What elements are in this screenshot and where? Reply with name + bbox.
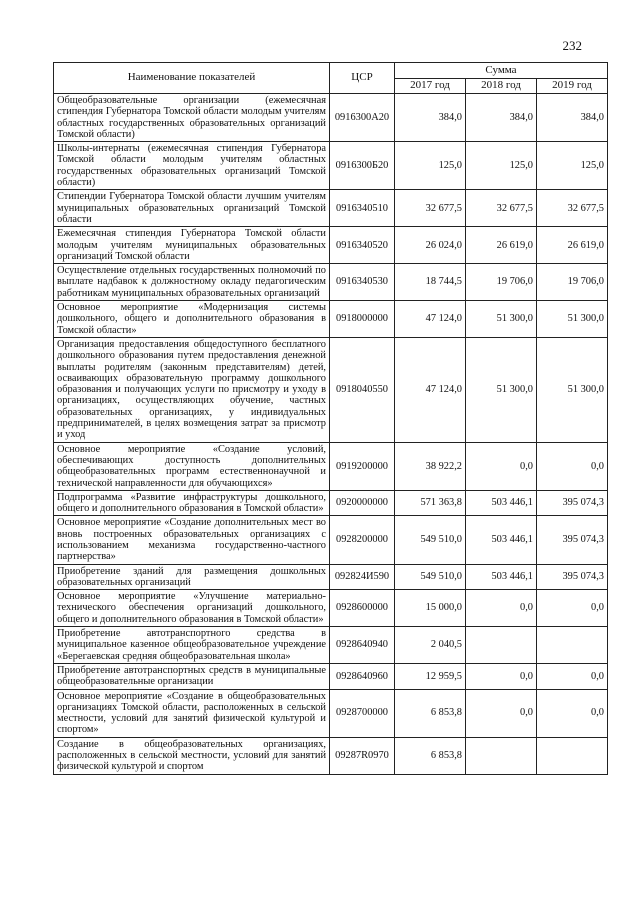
table-row bbox=[54, 663, 608, 689]
row-value-2018: 503 446,1 bbox=[466, 516, 537, 564]
row-value-2017: 384,0 bbox=[395, 94, 466, 142]
row-value-2018: 0,0 bbox=[466, 689, 537, 737]
row-name-cell: Приобретение зданий для размещения дошкольных образовательных организаций bbox=[54, 564, 330, 590]
table-row bbox=[54, 190, 608, 227]
row-code-cell: 0920000000 bbox=[330, 490, 395, 516]
row-code-cell: 0918040550 bbox=[330, 337, 395, 442]
row-value-2019: 32 677,5 bbox=[537, 190, 608, 227]
row-name-cell: Создание в общеобразовательных организациях, расположенных в сельской местности, условий для занятий физической культурой и спортом bbox=[54, 737, 330, 774]
table-row bbox=[54, 590, 608, 627]
row-value-2018: 51 300,0 bbox=[466, 301, 537, 338]
table-row bbox=[54, 301, 608, 338]
row-code-cell: 0928640960 bbox=[330, 663, 395, 689]
table-row bbox=[54, 264, 608, 301]
row-code-cell: 0919200000 bbox=[330, 442, 395, 490]
row-name-cell: Ежемесячная стипендия Губернатора Томской области молодым учителям муниципальных образовательных организаций Томской области bbox=[54, 227, 330, 264]
row-value-2018: 503 446,1 bbox=[466, 490, 537, 516]
row-value-2019: 0,0 bbox=[537, 663, 608, 689]
table-row bbox=[54, 142, 608, 190]
row-code-cell: 09287R0970 bbox=[330, 737, 395, 774]
row-value-2019: 26 619,0 bbox=[537, 227, 608, 264]
row-value-2019: 0,0 bbox=[537, 442, 608, 490]
table-row bbox=[54, 689, 608, 737]
row-name-cell: Общеобразовательные организации (ежемесячная стипендия Губернатора Томской области молодым учителям областных государственных образовательных организаций Томской области) bbox=[54, 94, 330, 142]
row-code-cell: 0916340520 bbox=[330, 227, 395, 264]
row-value-2017: 549 510,0 bbox=[395, 516, 466, 564]
row-value-2018: 26 619,0 bbox=[466, 227, 537, 264]
row-value-2017: 32 677,5 bbox=[395, 190, 466, 227]
row-value-2017: 47 124,0 bbox=[395, 301, 466, 338]
row-value-2018: 0,0 bbox=[466, 663, 537, 689]
row-code-cell: 0928640940 bbox=[330, 627, 395, 664]
row-value-2017: 12 959,5 bbox=[395, 663, 466, 689]
table-row bbox=[54, 564, 608, 590]
row-value-2018: 19 706,0 bbox=[466, 264, 537, 301]
table-body bbox=[54, 94, 608, 775]
row-value-2019: 125,0 bbox=[537, 142, 608, 190]
row-value-2018 bbox=[466, 737, 537, 774]
row-code-cell: 0928200000 bbox=[330, 516, 395, 564]
row-value-2019 bbox=[537, 627, 608, 664]
row-value-2019: 0,0 bbox=[537, 590, 608, 627]
header-name: Наименование показателей bbox=[54, 63, 330, 94]
row-code-cell: 0918000000 bbox=[330, 301, 395, 338]
row-value-2019: 395 074,3 bbox=[537, 490, 608, 516]
row-value-2018: 51 300,0 bbox=[466, 337, 537, 442]
row-value-2019: 395 074,3 bbox=[537, 516, 608, 564]
row-value-2017: 571 363,8 bbox=[395, 490, 466, 516]
row-code-cell: 092824И590 bbox=[330, 564, 395, 590]
row-value-2019: 395 074,3 bbox=[537, 564, 608, 590]
row-value-2018: 503 446,1 bbox=[466, 564, 537, 590]
header-sum: Сумма bbox=[395, 63, 608, 79]
row-value-2018: 0,0 bbox=[466, 590, 537, 627]
row-value-2019: 19 706,0 bbox=[537, 264, 608, 301]
row-value-2019 bbox=[537, 737, 608, 774]
table-row bbox=[54, 94, 608, 142]
row-value-2017: 125,0 bbox=[395, 142, 466, 190]
row-value-2018: 384,0 bbox=[466, 94, 537, 142]
header-year-2018: 2018 год bbox=[466, 78, 537, 94]
row-value-2017: 18 744,5 bbox=[395, 264, 466, 301]
row-value-2017: 6 853,8 bbox=[395, 689, 466, 737]
row-name-cell: Основное мероприятие «Создание в общеобразовательных организациях Томской области, расположенных в сельской местности, условий для занятий физической культурой и спортом» bbox=[54, 689, 330, 737]
row-value-2019: 51 300,0 bbox=[537, 301, 608, 338]
row-value-2018: 125,0 bbox=[466, 142, 537, 190]
row-name-cell: Организация предоставления общедоступного бесплатного дошкольного образования путем предоставления денежной выплаты родителям (законным представителям) детей, осваивающих образовательную программу дошкольного образования и получающих услуги по присмотру и уходу в организациях, осуществляющих обучение, частных образовательных организациях, у индивидуальных предпринимателей, в целях возмещения затрат за присмотр и уход bbox=[54, 337, 330, 442]
row-value-2017: 2 040,5 bbox=[395, 627, 466, 664]
row-value-2019: 51 300,0 bbox=[537, 337, 608, 442]
row-value-2018 bbox=[466, 627, 537, 664]
row-value-2017: 38 922,2 bbox=[395, 442, 466, 490]
header-year-2019: 2019 год bbox=[537, 78, 608, 94]
row-name-cell: Основное мероприятие «Создание условий, обеспечивающих доступность дополнительных общеобразовательных программ естественнонаучной и технической направленности для обучающихся» bbox=[54, 442, 330, 490]
row-name-cell: Приобретение автотранспортного средства в муниципальное казенное общеобразовательное учреждение «Берегаевская средняя общеобразовательная школа» bbox=[54, 627, 330, 664]
row-value-2019: 384,0 bbox=[537, 94, 608, 142]
table-row bbox=[54, 337, 608, 442]
row-code-cell: 0928700000 bbox=[330, 689, 395, 737]
row-name-cell: Стипендии Губернатора Томской области лучшим учителям муниципальных образовательных организаций Томской области bbox=[54, 190, 330, 227]
row-value-2018: 0,0 bbox=[466, 442, 537, 490]
page-number: 232 bbox=[562, 38, 582, 53]
budget-table bbox=[53, 62, 608, 775]
row-value-2019: 0,0 bbox=[537, 689, 608, 737]
table-row bbox=[54, 490, 608, 516]
row-name-cell: Основное мероприятие «Улучшение материально-технического обеспечения организаций дошкольного, общего и дополнительного образования в Томской области» bbox=[54, 590, 330, 627]
row-name-cell: Подпрограмма «Развитие инфраструктуры дошкольного, общего и дополнительного образования в Томской области» bbox=[54, 490, 330, 516]
row-value-2017: 15 000,0 bbox=[395, 590, 466, 627]
header-year-2017: 2017 год bbox=[395, 78, 466, 94]
row-value-2017: 26 024,0 bbox=[395, 227, 466, 264]
table-row bbox=[54, 737, 608, 774]
row-code-cell: 0916340530 bbox=[330, 264, 395, 301]
table-row bbox=[54, 627, 608, 664]
row-value-2017: 549 510,0 bbox=[395, 564, 466, 590]
row-code-cell: 0916300А20 bbox=[330, 94, 395, 142]
row-name-cell: Осуществление отдельных государственных полномочий по выплате надбавок к должностному окладу педагогическим работникам муниципальных образовательных организаций bbox=[54, 264, 330, 301]
row-code-cell: 0916300Б20 bbox=[330, 142, 395, 190]
table-row bbox=[54, 442, 608, 490]
row-name-cell: Школы-интернаты (ежемесячная стипендия Губернатора Томской области молодым учителям областных государственных образовательных организаций Томской области) bbox=[54, 142, 330, 190]
table-row bbox=[54, 227, 608, 264]
table-row bbox=[54, 516, 608, 564]
row-value-2017: 47 124,0 bbox=[395, 337, 466, 442]
row-name-cell: Основное мероприятие «Модернизация системы дошкольного, общего и дополнительного образования в Томской области» bbox=[54, 301, 330, 338]
row-code-cell: 0928600000 bbox=[330, 590, 395, 627]
row-code-cell: 0916340510 bbox=[330, 190, 395, 227]
row-name-cell: Основное мероприятие «Создание дополнительных мест во вновь построенных образовательных организациях с использованием механизма государственно-частного партнерства» bbox=[54, 516, 330, 564]
row-value-2018: 32 677,5 bbox=[466, 190, 537, 227]
row-name-cell: Приобретение автотранспортных средств в муниципальные общеобразовательные организации bbox=[54, 663, 330, 689]
header-code: ЦСР bbox=[330, 63, 395, 94]
row-value-2017: 6 853,8 bbox=[395, 737, 466, 774]
